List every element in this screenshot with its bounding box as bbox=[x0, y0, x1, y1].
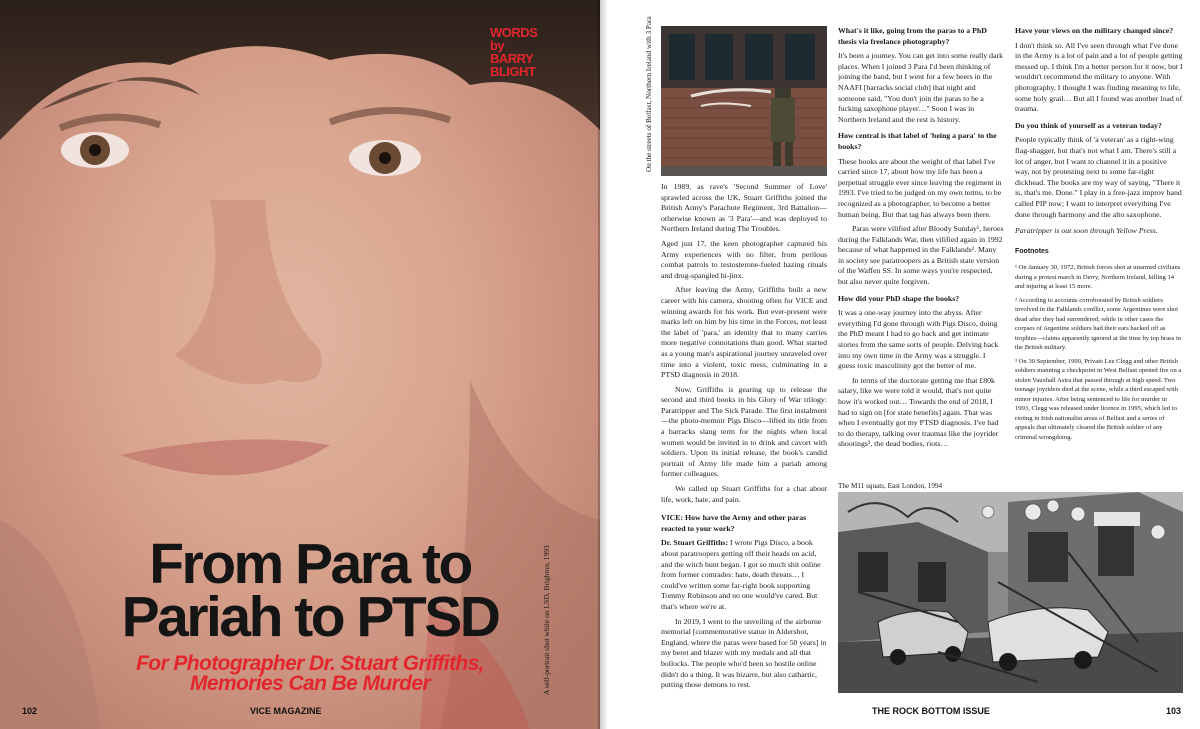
interview-question: VICE: How have the Army and other paras reacted to your work? bbox=[661, 513, 807, 533]
answer-text: I wrote Pigs Disco, a book about paratroopers getting off their heads on acid, and the witch hunt began. I got so much shit online from former comrades: hate, death threats… I could've written some far-right book supporting Tommy Robinson and no one would've cared. But that's where we're at. bbox=[661, 538, 821, 611]
article-column-2 bbox=[838, 26, 1004, 454]
body-paragraph: Now, Griffiths is gearing up to release the second and third books in his Glory of War trilogy: Paratripper and The Sick Parade. The first instalment—the photo-memoir Pigs Disco—lifted its title from a barracks slang term for the nights when local women would be invited in to drink and cavort with soldiers. Upon its initial release, the book's candid portrait of Army life made him a pariah among former colleagues. bbox=[661, 384, 827, 479]
credit-line: by bbox=[490, 38, 505, 53]
speaker-label: Dr. Stuart Griffiths: bbox=[661, 538, 729, 548]
belfast-photo bbox=[661, 26, 827, 176]
body-paragraph: Aged just 17, the keen photographer captured his Army experiences with no filter, from perilous combat patrols to testosterone-fueled hazing rituals and drug-spangled hi-jinx. bbox=[661, 238, 827, 280]
belfast-photo-caption: On the streets of Belfast, Northern Ireland with 3 Para bbox=[645, 16, 653, 172]
squats-photo-caption: The M11 squats, East London, 1994 bbox=[838, 482, 943, 490]
headline-line: Pariah to PTSD bbox=[121, 585, 499, 649]
footnote: ³ On 30 September, 1990, Private Lee Clegg and other British soldiers manning a checkpoint in West Belfast opened fire on a stolen Vauxhall Astra that passed through at high speed. Two teenage joyriders died at the scene, while a third escaped with minor injuries. After being sentenced to life for murder in 1993, Clegg was released under licence in 1995, which led to rioting in Irish nationalist areas of Belfast and a series of appeals that ultimately cleared the British soldier of any criminal wrongdoing. bbox=[1015, 357, 1182, 441]
footnote: ² According to accounts corroborated by British soldiers involved in the Falklands conflict, some Argentines were shot dead after they had surrendered, while in other cases the corpses of Argentine soldiers had their ears hacked off as trophies—claims apparently ignored at the time by top brass in the British military. bbox=[1015, 296, 1182, 352]
author-credit bbox=[490, 26, 537, 78]
interview-answer: In terms of the doctorate getting me that £80k salary, like we were told it would, that's not quite how it's worked out… Towards the end of 2018, I had to sign on [for state benefits] again. That was when I eventually got my PTSD diagnosis. I've had to do therapy, talking over traumas like the joyrider shootings³, the dead bodies, riots… bbox=[838, 375, 999, 449]
right-page bbox=[600, 0, 1200, 729]
squats-photo bbox=[838, 492, 1183, 693]
issue-name: THE ROCK BOTTOM ISSUE bbox=[872, 706, 990, 716]
intro-paragraph: In 1989, as rave's 'Second Summer of Love' sprawled across the UK, Stuart Griffiths joined the British Army's Parachute Regiment, 3rd Battalion—otherwise known as '3 Para'—and was deployed to Northern Ireland during The Troubles. bbox=[661, 182, 827, 234]
interview-question: Do you think of yourself as a veteran today? bbox=[1015, 120, 1162, 130]
credit-line: BARRY bbox=[490, 51, 534, 66]
interview-question: Have your views on the military changed since? bbox=[1015, 26, 1174, 35]
headline-line: From Para to bbox=[149, 532, 471, 596]
interview-answer: Paras were vilified after Bloody Sunday¹, heroes during the Falklands War, then vilified again in 1992 because of what happened in the Falklands². Many in society see paratroopers as a British state version of the Waffen SS. In some ways you're respected, but also never quite forgiven. bbox=[838, 224, 1004, 287]
footnote: ¹ On January 30, 1972, British forces shot at unarmed civilians during a protest march in Derry, Northern Ireland, killing 14 and injuring at least 15 more. bbox=[1015, 264, 1181, 291]
interview-question: How central is that label of 'being a para' to the books? bbox=[838, 131, 997, 151]
page-number-right: 103 bbox=[1166, 706, 1182, 716]
page-number-left: 102 bbox=[22, 706, 38, 716]
interview-answer bbox=[661, 538, 827, 612]
dek bbox=[70, 654, 550, 694]
portrait-caption: A self-portrait shot while on LSD, Brighton, 1993 bbox=[542, 545, 551, 695]
interview-answer: In 2019, I went to the unveiling of the airborne memorial [commemorative statue in Aldershot, England, where the paras were based for 50 years] in my beret and blazer with my medals and all that bollocks. The people who'd been so hostile online didn't do a thing. It was bizarre, but also cathartic, putting those demons to rest. bbox=[661, 616, 827, 690]
article-column-3 bbox=[1015, 26, 1183, 446]
interview-answer: These books are about the weight of that label I've carried since 17, about how my life has been a perpetual struggle ever since leaving the regiment in 1993. I've tried to be judged on my own terms, to be recognized as a photographer, to become a better human being. But that tag has always been there. bbox=[838, 156, 1002, 219]
magazine-name: VICE MAGAZINE bbox=[250, 706, 322, 716]
spread-gutter bbox=[598, 0, 608, 729]
interview-question: How did your PhD shape the books? bbox=[838, 293, 960, 303]
interview-answer: I don't think so. All I've seen through what I've done in the Army is a lot of pain and a lot of people getting messed up. I think I'm a better person for it now, but I wouldn't recommend the military to anyone. With photography, I thought I was finding meaning to life, some holy grail… But all I found was another load of trauma. bbox=[1015, 40, 1183, 114]
closing-note: Paratripper is out soon through Yellow Press. bbox=[1015, 226, 1158, 236]
dek-line: Memories Can Be Murder bbox=[189, 672, 431, 695]
interview-question: What's it like, going from the paras to a PhD thesis via freelance photography? bbox=[838, 26, 987, 46]
credit-line: BLIGHT bbox=[490, 64, 536, 79]
body-paragraph: We called up Stuart Griffiths for a chat about life, work, hate, and pain. bbox=[661, 484, 827, 504]
footnotes-title: Footnotes bbox=[1015, 247, 1049, 255]
interview-answer: It's been a journey. You can get into some really dark places. When I joined 3 Para I'd been thinking of joining the band, but I went for a few beers in the NAAFI [barracks social club] that night and someone said, "You don't join the paras to be a fucking saxophone player…" Soon I was in Northern Ireland and the rest is history. bbox=[838, 51, 1004, 124]
dek-line: For Photographer Dr. Stuart Griffiths, bbox=[136, 652, 484, 675]
headline bbox=[70, 532, 550, 649]
article-column-1 bbox=[661, 182, 827, 695]
interview-answer: It was a one-way journey into the abyss. After everything I'd gone through with Pigs Disco, doing the PhD meant I had to go back and get intimate stories from the same sorts of people. Delving back into my own time in the Army was a struggle. I guess toxic masculinity got the better of me. bbox=[838, 308, 999, 371]
body-paragraph: After leaving the Army, Griffiths built a new career with his camera, shooting often for VICE and winning awards for his work. But ever-present were marks left on him by his time in the Forces, not least the label of 'para,' an identity that to many carries more negative connotations than good. What started as a young man's aspirational journey unraveled over time into a violent, toxic mess, culminating in a PTSD diagnosis in 2018. bbox=[661, 285, 827, 380]
interview-answer: People typically think of 'a veteran' as a right-wing flag-shagger, but that's not what I am. There's still a lot of anger, but I want to channel it in a positive way, not by protesting next to some far-right dickhead. The books are my way of saying, "There it is, that's me. Done." I play in a free-jazz improv band called PIP now; I want to interpret everything I've done through harmony and the alto saxophone. bbox=[1015, 135, 1182, 219]
credit-line: WORDS bbox=[490, 25, 538, 40]
